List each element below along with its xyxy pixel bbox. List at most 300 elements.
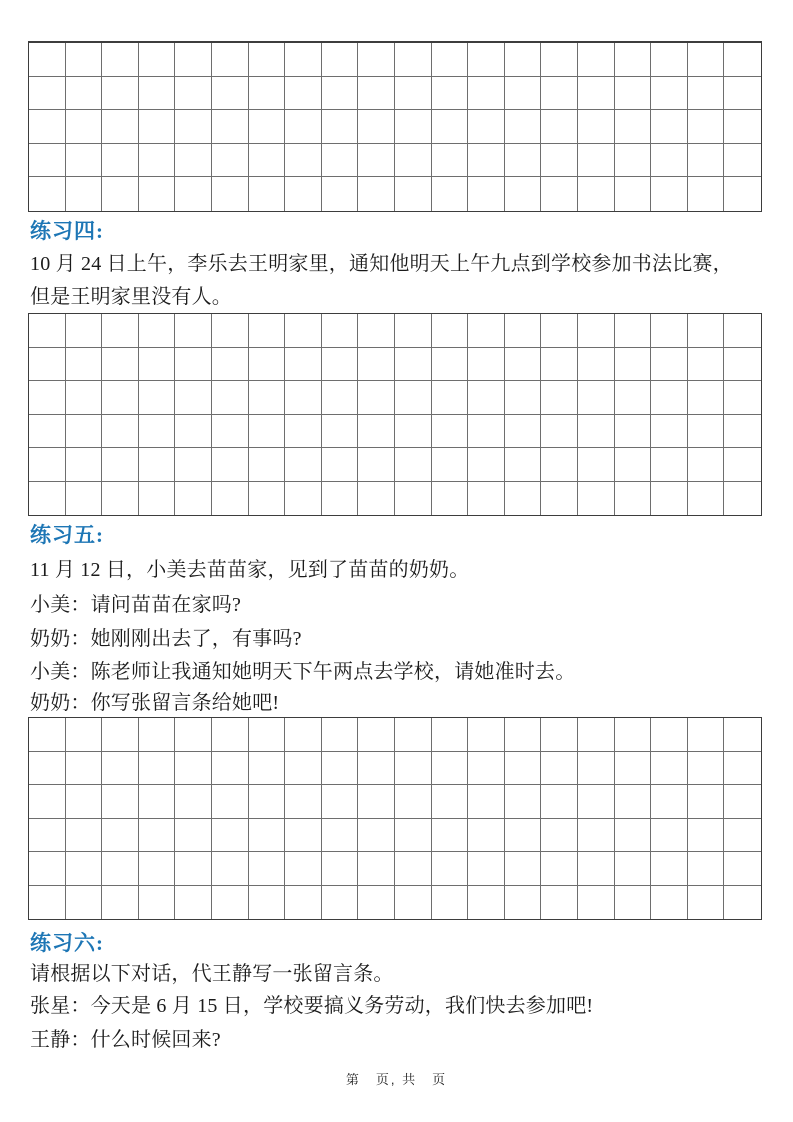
grid-cell [175, 448, 212, 482]
grid-cell [322, 852, 359, 886]
grid-cell [285, 448, 322, 482]
grid-cell [358, 144, 395, 178]
grid-cell [175, 482, 212, 516]
grid-cell [432, 381, 469, 415]
grid-cell [358, 348, 395, 382]
grid-cell [212, 482, 249, 516]
grid-cell [175, 43, 212, 77]
grid-cell [395, 752, 432, 786]
grid-cell [651, 314, 688, 348]
grid-cell [322, 77, 359, 111]
grid-cell [395, 819, 432, 853]
grid-cell [651, 448, 688, 482]
grid-cell [578, 852, 615, 886]
grid-cell [578, 886, 615, 920]
grid-cell [432, 314, 469, 348]
grid-cell [285, 819, 322, 853]
grid-cell [322, 348, 359, 382]
grid-cell [249, 144, 286, 178]
grid-cell [29, 144, 66, 178]
grid-cell [249, 415, 286, 449]
grid-cell [651, 110, 688, 144]
grid-cell [468, 415, 505, 449]
grid-cell [432, 482, 469, 516]
grid-cell [249, 752, 286, 786]
grid-cell [468, 819, 505, 853]
grid-cell [212, 110, 249, 144]
grid-cell [541, 381, 578, 415]
grid-cell [358, 43, 395, 77]
grid-cell [468, 448, 505, 482]
grid-cell [651, 381, 688, 415]
grid-cell [102, 177, 139, 211]
grid-cell [615, 752, 652, 786]
grid-cell [66, 415, 103, 449]
grid-cell [468, 381, 505, 415]
grid-cell [395, 77, 432, 111]
grid-cell [395, 482, 432, 516]
grid-cell [615, 144, 652, 178]
grid-cell [505, 43, 542, 77]
grid-cell [212, 718, 249, 752]
grid-cell [102, 77, 139, 111]
grid-cell [724, 415, 761, 449]
grid-cell [651, 482, 688, 516]
grid-cell [285, 886, 322, 920]
grid-cell [688, 752, 725, 786]
grid-cell [358, 110, 395, 144]
grid-cell [249, 785, 286, 819]
grid-cell [505, 752, 542, 786]
grid-cell [688, 43, 725, 77]
grid-cell [724, 785, 761, 819]
grid-cell [578, 314, 615, 348]
grid-cell [212, 785, 249, 819]
grid-cell [541, 415, 578, 449]
grid-cell [578, 348, 615, 382]
grid-cell [139, 415, 176, 449]
grid-cell [615, 415, 652, 449]
grid-cell [615, 314, 652, 348]
grid-cell [29, 886, 66, 920]
grid-cell [29, 177, 66, 211]
grid-cell [724, 752, 761, 786]
grid-cell [322, 43, 359, 77]
grid-cell [212, 819, 249, 853]
grid-cell [358, 415, 395, 449]
grid-cell [578, 752, 615, 786]
grid-cell [66, 819, 103, 853]
grid-cell [139, 381, 176, 415]
exercise5-heading: 练习五: [30, 523, 104, 547]
grid-cell [468, 144, 505, 178]
grid-cell [285, 415, 322, 449]
grid-cell [322, 415, 359, 449]
grid-cell [175, 718, 212, 752]
grid-cell [468, 77, 505, 111]
grid-cell [358, 718, 395, 752]
grid-cell [285, 718, 322, 752]
grid-cell [358, 314, 395, 348]
grid-cell [615, 77, 652, 111]
grid-cell [395, 886, 432, 920]
grid-cell [66, 77, 103, 111]
grid-cell [285, 314, 322, 348]
grid-cell [651, 785, 688, 819]
grid-cell [249, 381, 286, 415]
grid-cell [358, 482, 395, 516]
grid-cell [395, 314, 432, 348]
grid-cell [651, 348, 688, 382]
grid-cell [395, 177, 432, 211]
grid-cell [468, 43, 505, 77]
grid-cell [505, 415, 542, 449]
writing-grid-exercise-4 [28, 313, 762, 516]
grid-cell [249, 852, 286, 886]
grid-cell [541, 177, 578, 211]
grid-cell [358, 886, 395, 920]
grid-cell [395, 785, 432, 819]
grid-cell [139, 77, 176, 111]
grid-cell [249, 482, 286, 516]
grid-cell [724, 381, 761, 415]
grid-cell [505, 886, 542, 920]
grid-cell [578, 144, 615, 178]
grid-cell [102, 381, 139, 415]
grid-cell [432, 785, 469, 819]
page-footer: 第 页, 共 页 [345, 1072, 448, 1087]
grid-cell [432, 177, 469, 211]
grid-cell [322, 177, 359, 211]
grid-cell [432, 886, 469, 920]
grid-cell [212, 348, 249, 382]
grid-cell [29, 482, 66, 516]
grid-cell [212, 448, 249, 482]
grid-cell [468, 785, 505, 819]
grid-cell [688, 718, 725, 752]
grid-cell [505, 381, 542, 415]
grid-cell [432, 415, 469, 449]
grid-cell [468, 718, 505, 752]
grid-cell [29, 852, 66, 886]
grid-cell [432, 348, 469, 382]
exercise6-dialogue-line: 张星：今天是 6 月 15 日，学校要搞义务劳动，我们快去参加吧! [30, 995, 594, 1017]
grid-cell [249, 177, 286, 211]
grid-cell [505, 852, 542, 886]
grid-cell [505, 448, 542, 482]
grid-cell [139, 43, 176, 77]
grid-cell [322, 314, 359, 348]
grid-cell [29, 785, 66, 819]
grid-cell [285, 43, 322, 77]
grid-cell [139, 482, 176, 516]
grid-cell [139, 348, 176, 382]
grid-cell [688, 177, 725, 211]
grid-cell [212, 177, 249, 211]
grid-cell [285, 482, 322, 516]
grid-cell [395, 448, 432, 482]
grid-cell [688, 852, 725, 886]
grid-cell [29, 314, 66, 348]
grid-cell [724, 448, 761, 482]
grid-cell [102, 886, 139, 920]
grid-cell [688, 415, 725, 449]
grid-cell [395, 144, 432, 178]
grid-cell [212, 752, 249, 786]
grid-cell [615, 177, 652, 211]
grid-cell [175, 144, 212, 178]
grid-cell [139, 852, 176, 886]
grid-cell [139, 785, 176, 819]
grid-cell [724, 482, 761, 516]
exercise4-text-line: 10 月 24 日上午，李乐去王明家里，通知他明天上午九点到学校参加书法比赛， [30, 253, 733, 275]
grid-cell [432, 110, 469, 144]
grid-cell [285, 785, 322, 819]
grid-cell [651, 886, 688, 920]
grid-cell [724, 314, 761, 348]
grid-cell [541, 886, 578, 920]
grid-cell [578, 448, 615, 482]
grid-cell [29, 718, 66, 752]
grid-cell [285, 177, 322, 211]
grid-cell [432, 752, 469, 786]
grid-cell [651, 144, 688, 178]
grid-cell [102, 348, 139, 382]
grid-cell [285, 348, 322, 382]
grid-cell [175, 110, 212, 144]
grid-cell [249, 718, 286, 752]
grid-cell [395, 348, 432, 382]
grid-cell [505, 77, 542, 111]
grid-cell [66, 348, 103, 382]
grid-cell [212, 852, 249, 886]
exercise4-text-line: 但是王明家里没有人。 [30, 286, 232, 308]
grid-cell [249, 77, 286, 111]
grid-cell [505, 144, 542, 178]
grid-cell [688, 110, 725, 144]
grid-cell [285, 144, 322, 178]
grid-cell [505, 718, 542, 752]
grid-cell [615, 43, 652, 77]
writing-grid-exercise-5 [28, 717, 762, 920]
grid-cell [285, 752, 322, 786]
grid-cell [285, 852, 322, 886]
grid-cell [175, 819, 212, 853]
exercise5-dialogue-line: 奶奶：她刚刚出去了，有事吗? [30, 628, 302, 650]
grid-cell [322, 110, 359, 144]
grid-cell [322, 448, 359, 482]
exercise5-dialogue-line: 奶奶：你写张留言条给她吧! [30, 692, 280, 714]
grid-cell [285, 110, 322, 144]
grid-cell [615, 785, 652, 819]
grid-cell [541, 77, 578, 111]
grid-cell [541, 482, 578, 516]
exercise6-dialogue-line: 王静：什么时候回来? [30, 1029, 221, 1051]
grid-cell [468, 852, 505, 886]
grid-cell [468, 177, 505, 211]
grid-cell [724, 110, 761, 144]
grid-cell [139, 718, 176, 752]
grid-cell [615, 482, 652, 516]
grid-cell [285, 381, 322, 415]
grid-cell [432, 43, 469, 77]
grid-cell [322, 752, 359, 786]
grid-cell [505, 177, 542, 211]
grid-cell [395, 852, 432, 886]
grid-cell [29, 415, 66, 449]
grid-cell [358, 381, 395, 415]
grid-cell [541, 144, 578, 178]
grid-cell [578, 381, 615, 415]
grid-cell [322, 886, 359, 920]
grid-cell [395, 43, 432, 77]
grid-cell [212, 886, 249, 920]
grid-cell [541, 110, 578, 144]
grid-cell [651, 43, 688, 77]
grid-cell [66, 886, 103, 920]
grid-cell [249, 448, 286, 482]
grid-cell [395, 415, 432, 449]
grid-cell [102, 752, 139, 786]
grid-cell [468, 886, 505, 920]
grid-cell [175, 886, 212, 920]
grid-cell [29, 381, 66, 415]
grid-cell [212, 314, 249, 348]
grid-cell [358, 852, 395, 886]
grid-cell [615, 718, 652, 752]
grid-cell [102, 448, 139, 482]
grid-cell [29, 43, 66, 77]
grid-cell [358, 819, 395, 853]
grid-cell [541, 718, 578, 752]
grid-cell [724, 177, 761, 211]
grid-cell [468, 314, 505, 348]
grid-cell [541, 819, 578, 853]
grid-cell [66, 381, 103, 415]
grid-cell [615, 110, 652, 144]
grid-cell [249, 110, 286, 144]
grid-cell [139, 110, 176, 144]
grid-cell [615, 819, 652, 853]
grid-cell [615, 381, 652, 415]
grid-cell [724, 43, 761, 77]
grid-cell [139, 819, 176, 853]
grid-cell [249, 348, 286, 382]
grid-cell [29, 752, 66, 786]
grid-cell [578, 43, 615, 77]
grid-cell [29, 348, 66, 382]
grid-cell [578, 718, 615, 752]
grid-cell [66, 852, 103, 886]
grid-cell [651, 415, 688, 449]
grid-cell [322, 785, 359, 819]
grid-cell [578, 415, 615, 449]
grid-cell [322, 144, 359, 178]
grid-cell [468, 752, 505, 786]
grid-cell [724, 144, 761, 178]
grid-cell [102, 785, 139, 819]
grid-cell [724, 852, 761, 886]
grid-cell [541, 348, 578, 382]
grid-cell [651, 177, 688, 211]
grid-cell [102, 314, 139, 348]
grid-cell [175, 77, 212, 111]
exercise5-dialogue-line: 小美：陈老师让我通知她明天下午两点去学校，请她准时去。 [30, 661, 576, 683]
grid-cell [724, 886, 761, 920]
grid-cell [505, 785, 542, 819]
grid-cell [29, 110, 66, 144]
grid-cell [175, 785, 212, 819]
grid-cell [66, 448, 103, 482]
grid-cell [66, 752, 103, 786]
grid-cell [139, 448, 176, 482]
grid-cell [66, 177, 103, 211]
exercise6-intro-line: 请根据以下对话，代王静写一张留言条。 [30, 963, 394, 985]
grid-cell [212, 77, 249, 111]
grid-cell [651, 852, 688, 886]
grid-cell [651, 819, 688, 853]
grid-cell [285, 77, 322, 111]
grid-cell [175, 348, 212, 382]
grid-cell [724, 819, 761, 853]
grid-cell [358, 177, 395, 211]
grid-cell [102, 43, 139, 77]
grid-cell [66, 482, 103, 516]
grid-cell [66, 718, 103, 752]
grid-cell [505, 819, 542, 853]
grid-cell [139, 144, 176, 178]
grid-cell [432, 77, 469, 111]
grid-cell [66, 785, 103, 819]
grid-cell [688, 482, 725, 516]
grid-cell [66, 43, 103, 77]
grid-cell [468, 110, 505, 144]
grid-cell [102, 819, 139, 853]
grid-cell [688, 886, 725, 920]
exercise4-heading: 练习四: [30, 219, 104, 243]
grid-cell [505, 348, 542, 382]
grid-cell [102, 415, 139, 449]
grid-cell [432, 819, 469, 853]
grid-cell [249, 886, 286, 920]
grid-cell [541, 448, 578, 482]
grid-cell [468, 348, 505, 382]
grid-cell [724, 77, 761, 111]
grid-cell [322, 819, 359, 853]
grid-cell [578, 482, 615, 516]
grid-cell [322, 482, 359, 516]
grid-cell [578, 110, 615, 144]
grid-cell [724, 348, 761, 382]
exercise5-intro-line: 11 月 12 日，小美去苗苗家，见到了苗苗的奶奶。 [30, 559, 470, 581]
grid-cell [505, 314, 542, 348]
grid-cell [249, 314, 286, 348]
grid-cell [432, 448, 469, 482]
grid-cell [432, 144, 469, 178]
grid-cell [102, 718, 139, 752]
grid-cell [175, 381, 212, 415]
grid-cell [688, 381, 725, 415]
grid-cell [541, 314, 578, 348]
grid-cell [688, 819, 725, 853]
grid-cell [358, 448, 395, 482]
grid-cell [578, 785, 615, 819]
grid-cell [578, 819, 615, 853]
grid-cell [358, 77, 395, 111]
grid-cell [651, 718, 688, 752]
grid-cell [212, 144, 249, 178]
grid-cell [175, 177, 212, 211]
